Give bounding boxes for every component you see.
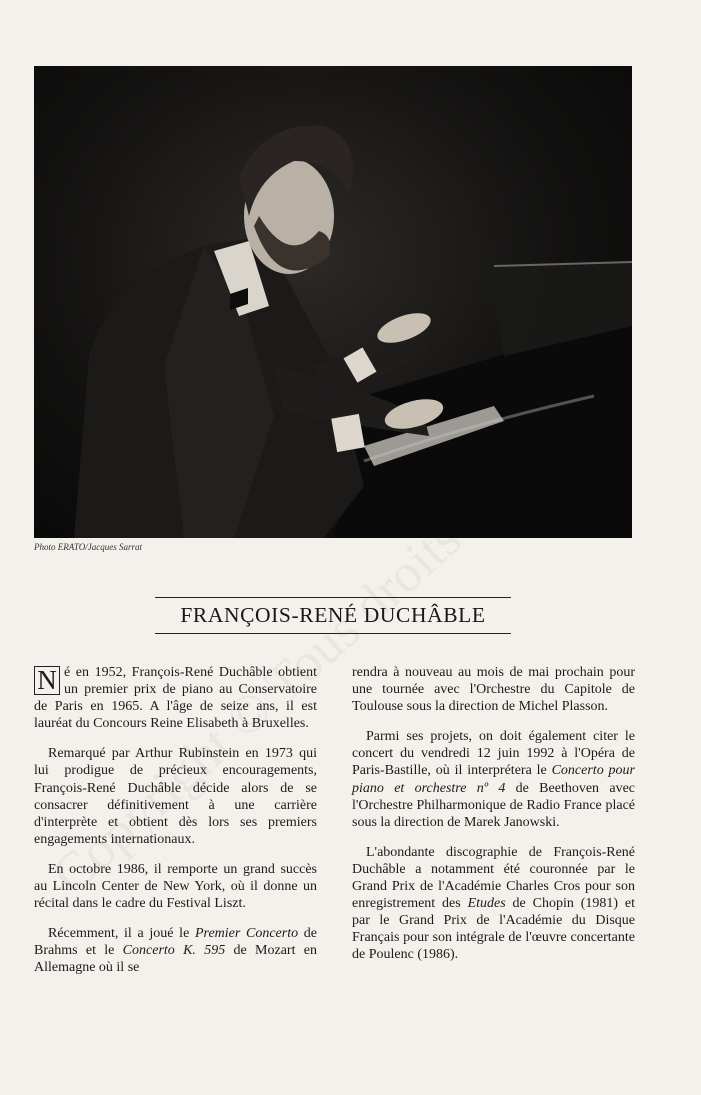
italic-title: Concerto K. 595 <box>122 943 226 959</box>
italic-title: Etudes <box>467 896 506 912</box>
paragraph-toulouse: rendra à nouveau au mois de mai prochain pour une tournée avec l'Orchestre du Capitole de Toulouse sous la direction de Michel Plasson. <box>352 665 635 715</box>
text-run: L'abondante discographie de François-René Duchâble a notamment été couronnée par le Grand Prix de l'Académie Charles Cros pour son enregistrement des <box>352 844 635 912</box>
paragraph-birth <box>34 664 317 732</box>
text-run: de Mozart en Allemagne où il se <box>34 943 317 976</box>
pianist-illustration <box>34 66 632 538</box>
paragraph-discography <box>352 844 635 964</box>
text-run: Récemment, il a joué le <box>48 926 195 942</box>
left-column <box>34 664 317 990</box>
paragraph-rubinstein: Remarqué par Arthur Rubinstein en 1973 qui lui prodigue de précieux encouragements, François-René Duchâble décide alors de se consacrer définitivement à une carrière d'interprète et obtient dès lors ses premiers engagements internationaux. <box>34 746 317 847</box>
paragraph-projects <box>352 728 635 831</box>
text-run: de Beethoven avec l'Orchestre Philharmonique de Radio France placé sous la direction de Marek Janowski. <box>352 780 635 830</box>
right-column <box>352 664 635 977</box>
text-run: de Brahms et le <box>34 926 318 959</box>
text-run: Parmi ses projets, on doit également citer le concert du vendredi 12 juin 1992 à l'Opéra de Paris-Bastille, où il interprétera le <box>352 729 635 779</box>
italic-title: Concerto pour piano et orchestre nº 4 <box>352 763 635 796</box>
paragraph-lincoln-center: En octobre 1986, il remporte un grand succès au Lincoln Center de New York, où il donne un récital dans le cadre du Festival Liszt. <box>34 861 317 912</box>
paragraph-birth-text: é en 1952, François-René Duchâble obtient un premier prix de piano au Conservatoire de Paris en 1965. A l'âge de seize ans, il est lauréat du Concours Reine Elisabeth à Bruxelles. <box>34 665 317 732</box>
page-title: FRANÇOIS-RENÉ DUCHÂBLE <box>180 603 486 627</box>
italic-title: Premier Concerto <box>194 926 299 942</box>
pianist-photo <box>34 66 632 538</box>
drop-cap: N <box>34 666 60 695</box>
paragraph-recent <box>34 925 317 976</box>
photo-credit: Photo ERATO/Jacques Sarrat <box>34 542 142 552</box>
title-box <box>155 597 511 634</box>
text-run: de Chopin (1981) et par le Grand Prix de l'Académie du Disque Français pour son intégrale de l'œuvre concertante de Poulenc (1986). <box>352 896 635 963</box>
